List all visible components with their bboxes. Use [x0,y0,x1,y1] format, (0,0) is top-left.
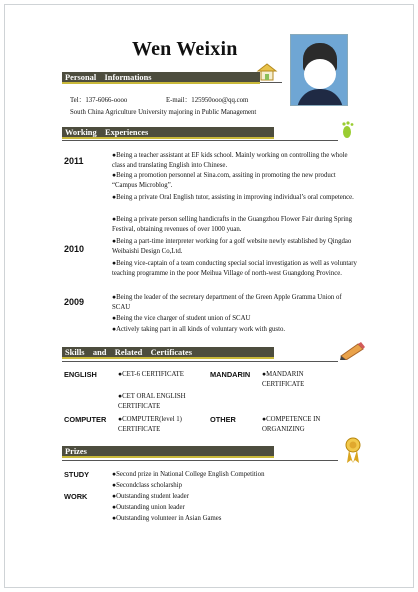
footprint-icon [340,120,358,140]
personal-tel: Tel：137-6066-oooo [70,97,128,104]
personal-email: E-mail：125950ooo@qq.com [166,97,249,104]
work-item-7: ●Being the leader of the secretary department of the Green Apple Gramma Union of SCAU [112,294,342,311]
work-item-5: ●Being a part-time interpreter working for a golf website newly established by Qingdao Weibaishi Design Co,Ltd. [112,238,352,255]
profile-photo [290,34,348,106]
prize-study-2: ●Secondclass scholarship [112,482,182,489]
prize-label-study: STUDY [64,470,90,479]
skill-english-1: ●CET-6 CERTIFICATE [118,371,184,378]
year-2010: 2010 [64,244,85,254]
prize-work-2: ●Outstanding union leader [112,504,185,511]
year-2009: 2009 [64,297,85,307]
skill-other-1: ●COMPETENCE IN ORGANIZING [262,416,321,433]
skill-label-other: OTHER [210,415,236,424]
prize-work-3: ●Outstanding volunteer in Asian Games [112,515,222,522]
prize-study-1: ●Second prize in National College English Competition [112,471,265,478]
prize-label-work: WORK [64,492,88,501]
year-2011: 2011 [64,156,84,166]
personal-school: South China Agriculture University majoring in Public Management [70,109,257,116]
work-item-4: ●Being a private person selling handicrafts in the Guangzhou Flower Fair during Spring Festival, obtaining revenues of over 1000 yuan. [112,216,353,233]
skill-label-mandarin: MANDARIN [210,370,251,379]
work-item-1: ●Being a teacher assistant at EF kids school. Mainly working on controlling the whole class and translating English into Chinese. [112,152,348,169]
work-item-9: ●Actively taking part in all kinds of voluntary work with gusto. [112,326,286,333]
skill-english-2: ●CET ORAL ENGLISH CERTIFICATE [118,393,186,410]
section-bar-personal: Personal Informations [62,72,260,84]
resume-name: Wen Weixin [132,38,238,60]
section-bar-skills: Skills and Related Certificates [62,347,274,359]
medal-icon [344,436,362,464]
skill-label-english: ENGLISH [64,370,97,379]
section-line-prizes [62,460,338,461]
section-bar-working: Working Experiences [62,127,274,139]
work-item-2: ●Being a promotion personnel at Sina.com, assiting in promoting the new product “Campus Microblog”. [112,172,336,189]
photo-shoulders [297,89,343,106]
section-bar-prizes: Prizes [62,446,274,458]
section-line-skills [62,361,338,362]
house-icon [256,62,278,82]
skill-computer-1: ●COMPUTER(level 1) CERTIFICATE [118,416,182,433]
section-line-personal [260,82,282,83]
photo-face-blur [304,59,336,89]
prize-work-1: ●Outstanding student leader [112,493,189,500]
work-item-8: ●Being the vice charger of student union of SCAU [112,315,251,322]
section-line-working [62,140,338,141]
pencil-icon [338,340,366,360]
work-item-3: ●Being a private Oral English tutor, assisting in improving individual’s oral competence. [112,194,354,201]
skill-label-computer: COMPUTER [64,415,107,424]
work-item-6: ●Being vice-captain of a team conducting special social investigation as well as voluntary teaching programme in the poor Meihua Village of north-west Guangdong Province. [112,260,357,277]
skill-mandarin-1: ●MANDARIN CERTIFICATE [262,371,305,388]
